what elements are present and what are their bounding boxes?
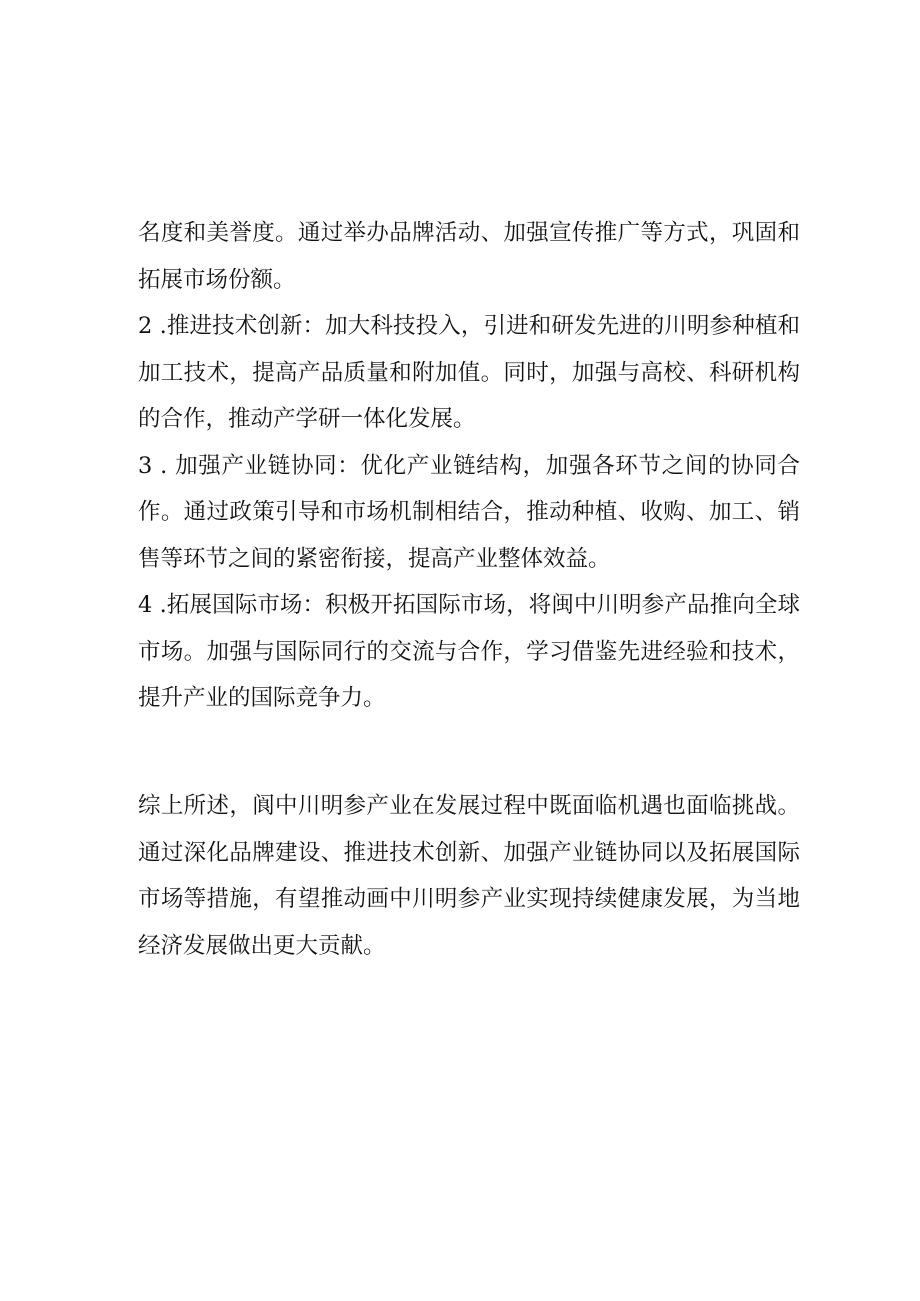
conclusion-section (138, 783, 800, 969)
paragraph-tech-innovation: 2 .推进技术创新：加大科技投入，引进和研发先进的川明参种植和加工技术，提高产品质量和附加值。同时，加强与高校、科研机构的合作，推动产学研一体化发展。 (138, 313, 800, 432)
paragraph-industry-chain: 3 . 加强产业链协同：优化产业链结构，加强各环节之间的协同合作。通过政策引导和市场机制相结合，推动种植、收购、加工、销售等环节之间的紧密衔接，提高产业整体效益。 (138, 452, 800, 572)
measures-section (138, 210, 800, 722)
paragraph-conclusion: 综上所述，阆中川明参产业在发展过程中既面临机遇也面临挑战。通过深化品牌建设、推进技术创新、加强产业链协同以及拓展国际市场等措施，有望推动画中川明参产业实现持续健康发展，为当地经济发展做出更大贡献。 (138, 793, 800, 959)
paragraph-international-market: 4 .拓展国际市场：积极开拓国际市场，将闽中川明参产品推向全球市场。加强与国际同行的交流与合作，学习借鉴先进经验和技术，提升产业的国际竞争力。 (138, 592, 800, 711)
paragraph-brand-continuation: 名度和美誉度。通过举办品牌活动、加强宣传推广等方式，巩固和拓展市场份额。 (138, 220, 800, 293)
